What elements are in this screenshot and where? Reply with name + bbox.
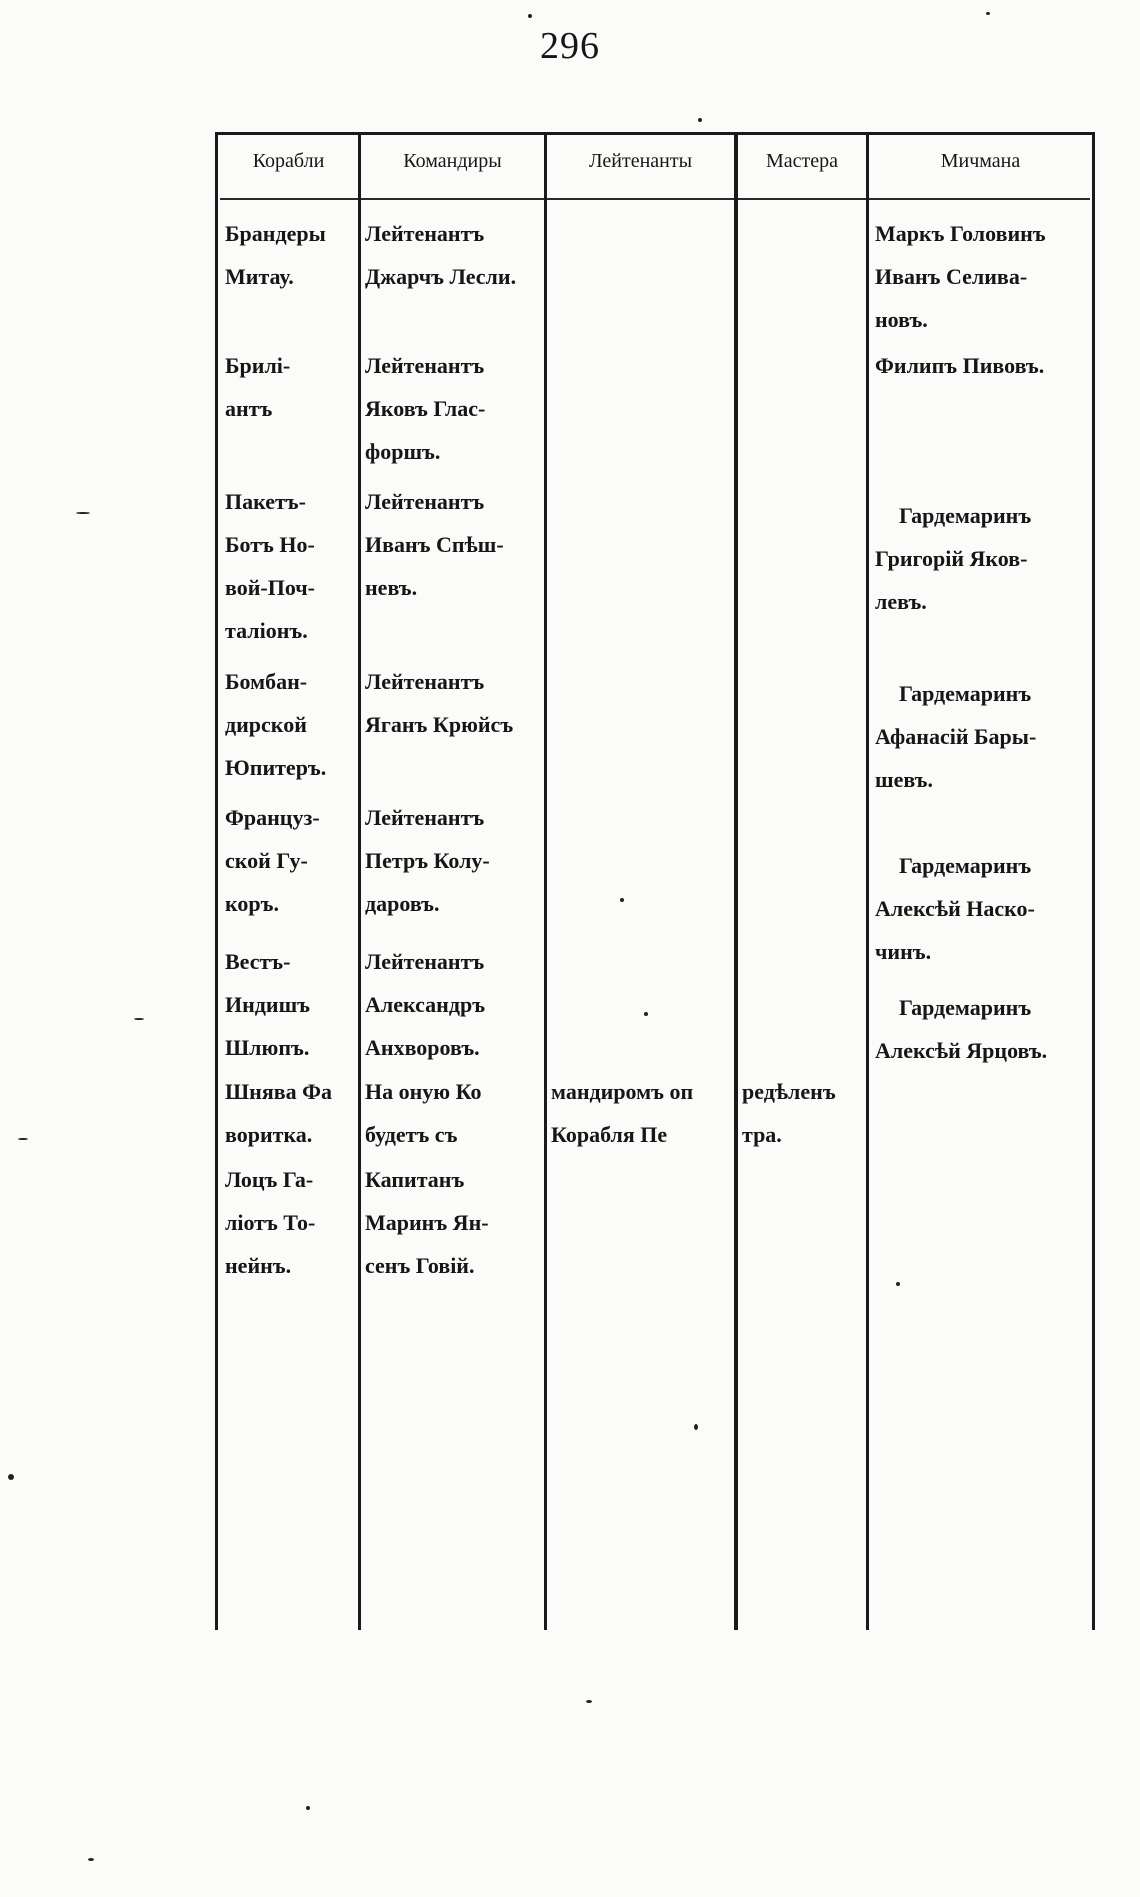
midshipman-line: Гардемаринъ <box>899 995 1032 1020</box>
scan-speck <box>528 14 532 18</box>
ship-line: Шнява Фа <box>225 1079 333 1104</box>
master-line: редѣленъ <box>742 1079 836 1104</box>
scan-speck <box>306 1806 310 1810</box>
column-divider <box>358 132 361 1630</box>
column-divider <box>866 132 869 1630</box>
master-line: тра. <box>742 1122 782 1147</box>
master-cell <box>742 1070 864 1156</box>
ship-cell <box>225 344 355 430</box>
commander-line: Маринъ Ян- <box>365 1210 489 1235</box>
commander-cell <box>365 660 542 746</box>
commander-line: сенъ Говій. <box>365 1253 475 1278</box>
ship-cell <box>225 212 355 298</box>
midshipman-line: Гардемаринъ <box>899 503 1032 528</box>
ship-line: Митау. <box>225 264 294 289</box>
ship-line: ской Гу- <box>225 848 308 873</box>
scan-speck <box>986 12 990 15</box>
commander-line: Лейтенантъ <box>365 221 485 246</box>
commander-line: Яганъ Крюйсъ <box>365 712 514 737</box>
commander-line: невъ. <box>365 575 418 600</box>
commander-line: Лейтенантъ <box>365 669 485 694</box>
midshipman-line: Гардемаринъ <box>899 681 1032 706</box>
scan-speck <box>18 1138 28 1140</box>
midshipman-line: Маркъ Головинъ <box>875 221 1046 246</box>
midshipman-line: Филипъ Пивовъ. <box>875 353 1045 378</box>
midshipman-line: Иванъ Селива- <box>875 264 1028 289</box>
midshipman-line: Алексѣй Наско- <box>875 896 1035 921</box>
commander-line: Лейтенантъ <box>365 353 485 378</box>
header-commanders: Командиры <box>403 150 502 172</box>
commander-line: На оную Ко <box>365 1079 482 1104</box>
ship-line: Индишъ <box>225 992 310 1017</box>
commander-line: Лейтенантъ <box>365 949 485 974</box>
column-divider <box>544 132 547 1630</box>
scan-speck <box>134 1018 144 1020</box>
ship-line: Бомбан- <box>225 669 308 694</box>
commander-line: будетъ съ <box>365 1122 458 1147</box>
midshipman-cell <box>875 212 1090 341</box>
scan-speck <box>586 1700 592 1703</box>
ship-cell <box>225 796 355 925</box>
midshipman-line: Афанасій Бары- <box>875 724 1037 749</box>
lieutenant-line: мандиромъ оп <box>551 1079 694 1104</box>
ship-line: воритка. <box>225 1122 313 1147</box>
midshipman-line: новъ. <box>875 307 928 332</box>
midshipman-cell <box>875 344 1090 387</box>
commander-line: Яковъ Глас- <box>365 396 486 421</box>
ship-line: Лоцъ Га- <box>225 1167 314 1192</box>
commander-cell <box>365 796 542 925</box>
commander-cell <box>365 1158 542 1287</box>
commander-line: Анхворовъ. <box>365 1035 480 1060</box>
ship-line: антъ <box>225 396 273 421</box>
commander-cell <box>365 940 542 1069</box>
commander-line: Джарчъ Лесли. <box>365 264 517 289</box>
scan-speck <box>8 1474 14 1480</box>
scan-speck <box>694 1424 698 1430</box>
ship-cell <box>225 1158 355 1287</box>
header-masters: Мастера <box>765 150 839 172</box>
ship-line: Шлюпъ. <box>225 1035 310 1060</box>
ship-line: нейнъ. <box>225 1253 292 1278</box>
ship-line: Ботъ Но- <box>225 532 315 557</box>
ship-line: Пакетъ- <box>225 489 306 514</box>
scan-speck <box>620 898 624 902</box>
page-number: 296 <box>540 25 600 67</box>
ship-line: вой-Поч- <box>225 575 316 600</box>
ship-line: дирской <box>225 712 307 737</box>
header-underline <box>220 198 1090 200</box>
commander-line: форшъ. <box>365 439 441 464</box>
ship-cell <box>225 1070 355 1156</box>
midshipman-cell <box>875 672 1090 801</box>
ship-line: Брандеры <box>225 221 326 246</box>
midshipman-cell <box>875 494 1090 623</box>
ship-line: коръ. <box>225 891 279 916</box>
midshipman-line: левъ. <box>875 589 927 614</box>
ship-line: Француз- <box>225 805 320 830</box>
ship-line: Юпитеръ. <box>225 755 327 780</box>
ship-line: Брилі- <box>225 353 291 378</box>
commander-line: Александръ <box>365 992 486 1017</box>
midshipman-cell <box>875 844 1090 973</box>
commander-line: даровъ. <box>365 891 440 916</box>
commander-cell <box>365 480 542 609</box>
commander-line: Лейтенантъ <box>365 489 485 514</box>
table-right-border <box>1092 132 1095 1630</box>
header-lieutenants: Лейтенанты <box>588 150 693 172</box>
midshipman-line: шевъ. <box>875 767 933 792</box>
midshipman-line: Григорій Яков- <box>875 546 1028 571</box>
ship-line: талiонъ. <box>225 618 308 643</box>
scan-speck <box>644 1012 648 1016</box>
midshipman-line: Алексѣй Ярцовъ. <box>875 1038 1048 1063</box>
scan-speck <box>88 1858 94 1861</box>
lieutenant-cell <box>551 1070 733 1156</box>
scan-speck <box>698 118 702 122</box>
scan-speck <box>896 1282 900 1286</box>
commander-line: Капитанъ <box>365 1167 465 1192</box>
commander-line: Иванъ Спѣш- <box>365 532 504 557</box>
header-midshipmen: Мичмана <box>940 150 1021 172</box>
header-ships: Корабли <box>252 150 325 172</box>
commander-cell <box>365 212 542 298</box>
scan-speck <box>76 512 90 514</box>
ship-line: лiотъ То- <box>225 1210 316 1235</box>
ship-line: Вестъ- <box>225 949 291 974</box>
lieutenant-line: Корабля Пе <box>551 1122 668 1147</box>
ship-cell <box>225 940 355 1069</box>
commander-cell <box>365 1070 542 1156</box>
ship-cell <box>225 660 355 789</box>
ship-roster-table <box>215 132 1095 1630</box>
table-top-rule <box>215 132 1095 135</box>
midshipman-line: чинъ. <box>875 939 932 964</box>
ship-cell <box>225 480 355 652</box>
column-divider <box>734 132 738 1630</box>
commander-line: Лейтенантъ <box>365 805 485 830</box>
commander-line: Петръ Колу- <box>365 848 490 873</box>
commander-cell <box>365 344 542 473</box>
table-left-border <box>215 132 218 1630</box>
midshipman-line: Гардемаринъ <box>899 853 1032 878</box>
midshipman-cell <box>875 986 1090 1072</box>
